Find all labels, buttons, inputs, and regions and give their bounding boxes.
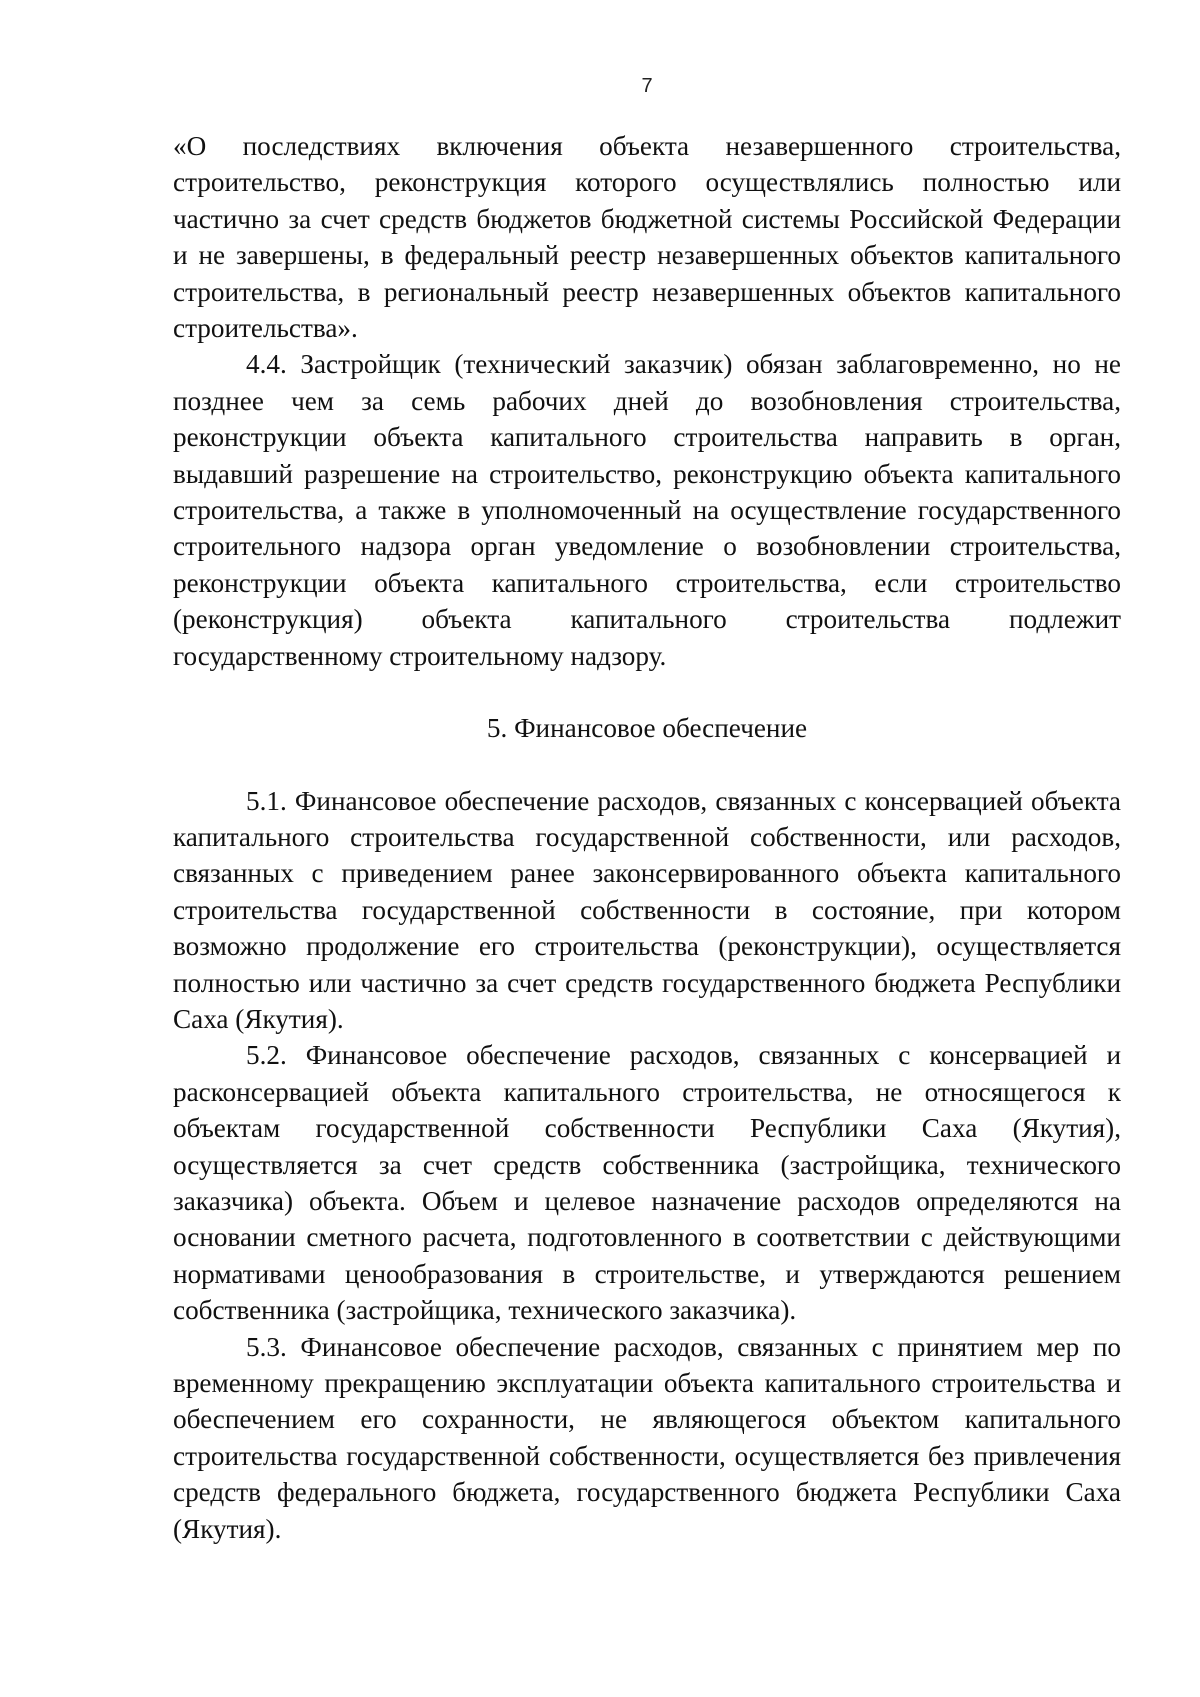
paragraph-5-3: 5.3. Финансовое обеспечение расходов, связанных с принятием мер по временному прекращению эксплуатации объекта капитального строительства и обеспечением его сохранности, не являющегося объектом капитального строительства государственной собственности, осуществляется без привлечения средств федерального бюджета, государственного бюджета Республики Саха (Якутия).	[173, 1331, 1121, 1544]
paragraph-5-2: 5.2. Финансовое обеспечение расходов, связанных с консервацией и расконсервацией объекта капитального строительства, не относящегося к объектам государственной собственности Республики Саха (Якутия), осуществляется за счет средств собственника (застройщика, технического заказчика) объекта. Объем и целевое назначение расходов определяются на основании сметного расчета, подготовленного в соответствии с действующими нормативами ценообразования в строительстве, и утверждаются решением собственника (застройщика, технического заказчика).	[173, 1040, 1121, 1326]
paragraph-4-4: 4.4. Застройщик (технический заказчик) обязан заблаговременно, но не позднее чем за семь рабочих дней до возобновления строительства, реконструкции объекта капитального строительства направить в орган, выдавший разрешение на строительство, реконструкцию объекта капитального строительства, а также в уполномоченный на осуществление государственного строительного надзора орган уведомление о возобновлении строительства, реконструкции объекта капитального строительства, если строительство (реконструкция) объекта капитального строительства подлежит государственному строительному надзору.	[173, 349, 1121, 671]
spacer	[173, 747, 1121, 783]
document-body	[173, 128, 1121, 1547]
spacer	[173, 674, 1121, 710]
paragraph-5-1: 5.1. Финансовое обеспечение расходов, связанных с консервацией объекта капитального строительства государственной собственности, или расходов, связанных с приведением ранее законсервированного объекта капитального строительства государственной собственности в состояние, при котором возможно продолжение его строительства (реконструкции), осуществляется полностью или частично за счет средств государственного бюджета Республики Саха (Якутия).	[173, 785, 1121, 1034]
page-number: 7	[641, 75, 653, 97]
section-heading: 5. Финансовое обеспечение	[486, 713, 808, 744]
paragraph-quote: «О последствиях включения объекта незавершенного строительства, строительство, реконструкция которого осуществлялись полностью или частично за счет средств бюджетов бюджетной системы Российской Федерации и не завершены, в федеральный реестр незавершенных объектов капитального строительства, в региональный реестр незавершенных объектов капитального строительства».	[173, 131, 1121, 344]
